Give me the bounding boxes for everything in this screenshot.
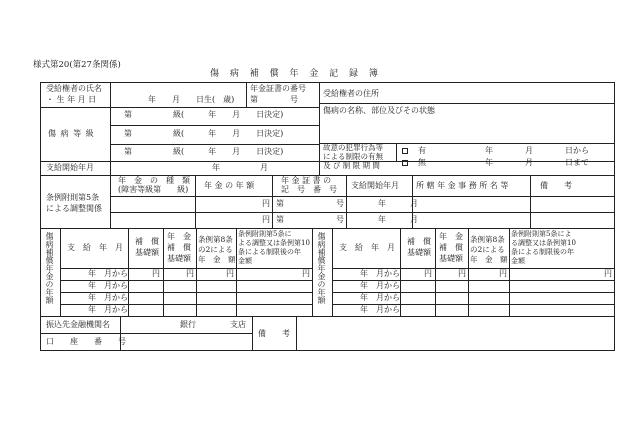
start-month-label: 支給開始年月	[46, 163, 94, 172]
injury-label: 傷病の名称、部位及びその状態	[323, 106, 435, 115]
art8-header-left-1: 条例第8条	[198, 235, 233, 244]
art8-header-right-2: の2による	[470, 245, 505, 254]
right-row-3-month: 年 月から	[360, 293, 400, 302]
cert-header-1: 年 金 証 書 の	[281, 176, 332, 185]
restricted-header-left-4: 金額	[238, 257, 252, 265]
restriction-from-date: 年 月 日から	[485, 146, 589, 155]
office-header: 所 轄 年 金 事 務 所 名 等	[416, 181, 509, 190]
grade-decision-2: 級( 年 月 日決定)	[173, 129, 284, 138]
annual-header-left-2: 補 償	[167, 243, 191, 252]
grade-label: 傷 病 等 級	[48, 129, 95, 138]
address-label: 受給権者の住所	[323, 89, 379, 98]
adjust-label-2: による調整関係	[46, 204, 102, 213]
grade-prefix-2: 第	[124, 129, 132, 138]
annual-header-left-3: 基礎額	[167, 254, 191, 263]
right-yen-restricted: 円	[604, 269, 612, 278]
restricted-header-left-2: よる調整又は条例第10	[238, 239, 310, 247]
adjust-label-1: 条例附則第5条	[46, 193, 100, 202]
adjust-start-header: 支給開始年月	[351, 181, 399, 190]
art8-header-right-3: 年 金 額	[470, 255, 508, 264]
restricted-header-right-1: 条例附則第5条によ	[511, 230, 572, 238]
left-row-1-month: 年 月から	[88, 269, 128, 278]
grade-prefix-3: 第	[124, 147, 132, 156]
name-label-1: 受給権者の氏名	[46, 84, 102, 93]
pay-month-header-right: 支 給 年 月	[339, 243, 395, 252]
restriction-label-1: 故意の犯罪行為等	[323, 143, 383, 152]
restriction-until-date: 年 月 日まで	[485, 158, 589, 167]
restriction-yes-label: 有	[418, 146, 426, 155]
art8-header-left-2: の2による	[198, 245, 233, 254]
adjust-dai-2: 第	[276, 215, 284, 224]
pension-kind-grade: (障害等級第 級)	[118, 185, 189, 194]
pension-side-label-left: 傷病補償年金の年額	[45, 232, 54, 304]
pension-cert-number: 第 号	[250, 95, 298, 104]
restricted-header-right-2: る調整又は条例第10	[511, 239, 576, 247]
restricted-header-right-4: 金額	[511, 257, 525, 265]
pension-kind-header: 年 金 の 種 類	[118, 176, 190, 185]
restricted-header-left-1: 条例附則第5条に	[238, 230, 292, 238]
left-row-2-month: 年 月から	[88, 281, 128, 290]
branch-suffix: 支店	[230, 320, 246, 329]
right-yen-art8: 円	[499, 269, 507, 278]
right-yen-base: 円	[424, 269, 432, 278]
page-title: 傷 病 補 償 年 金 記 録 簿	[210, 69, 382, 79]
right-row-2-month: 年 月から	[360, 281, 400, 290]
bank-label: 振込先金融機関名	[46, 320, 110, 329]
annual-header-right-3: 基礎額	[439, 254, 463, 263]
bank-suffix: 銀行	[180, 320, 196, 329]
cert-header-2: 記 号 番 号	[281, 185, 337, 194]
base-header-right-1: 補 償	[407, 237, 431, 246]
left-yen-art8: 円	[226, 269, 234, 278]
annual-header-left-1: 年 金	[167, 232, 191, 241]
right-row-1-month: 年 月から	[360, 269, 400, 278]
right-yen-annual: 円	[458, 269, 466, 278]
grade-prefix-1: 第	[124, 110, 132, 119]
pension-cert-label: 年金証書の番号	[250, 84, 306, 93]
left-yen-base: 円	[152, 269, 160, 278]
annual-header-right-1: 年 金	[439, 232, 463, 241]
base-header-right-2: 基礎額	[407, 248, 431, 257]
adjust-ym-1: 年 月	[378, 199, 418, 208]
annual-header-right-2: 補 償	[439, 243, 463, 252]
adjust-dai-1: 第	[276, 199, 284, 208]
restriction-yes-checkbox[interactable]	[402, 148, 408, 154]
restriction-label-3: 及 び 制 限 期 間	[323, 161, 380, 170]
art8-header-left-3: 年 金 額	[198, 255, 236, 264]
restricted-header-right-3: 条による制限後の年	[511, 248, 574, 256]
restriction-no-label: 無	[418, 158, 426, 167]
restricted-header-left-3: 条による制限後の年	[238, 248, 301, 256]
adjust-go-2: 号	[336, 215, 344, 224]
adjust-yen-2: 円	[262, 215, 270, 224]
left-row-3-month: 年 月から	[88, 293, 128, 302]
restriction-label-2: による制限の有無	[323, 152, 383, 161]
left-yen-restricted: 円	[302, 269, 310, 278]
birth-date-field: 年 月 日生( 歳)	[148, 95, 235, 104]
adjust-yen-1: 円	[262, 199, 270, 208]
form-number: 様式第20(第27条関係)	[33, 60, 121, 70]
pay-month-header-left: 支 給 年 月	[67, 243, 123, 252]
grade-decision-3: 級( 年 月 日決定)	[173, 147, 284, 156]
left-yen-annual: 円	[186, 269, 194, 278]
base-header-left-2: 基礎額	[135, 248, 159, 257]
right-row-4-month: 年 月から	[360, 305, 400, 314]
grade-decision-1: 級( 年 月 日決定)	[173, 110, 284, 119]
pension-side-label-right: 傷病補償年金の年額	[317, 232, 326, 304]
account-label: 口 座 番 号	[46, 337, 126, 346]
adjust-ym-2: 年 月	[378, 215, 418, 224]
base-header-left-1: 補 償	[135, 237, 159, 246]
bottom-remarks-label: 備 考	[258, 329, 290, 338]
start-month-value: 年 月	[212, 163, 268, 172]
left-row-4-month: 年 月から	[88, 305, 128, 314]
art8-header-right-1: 条例第8条	[470, 235, 505, 244]
annual-amount-header: 年 金 の 年 額	[204, 181, 255, 190]
adjust-go-1: 号	[336, 199, 344, 208]
restriction-no-checkbox[interactable]	[402, 160, 408, 166]
adjust-note-header: 備 考	[540, 181, 572, 190]
name-label-2: ・ 生 年 月 日	[46, 95, 97, 104]
